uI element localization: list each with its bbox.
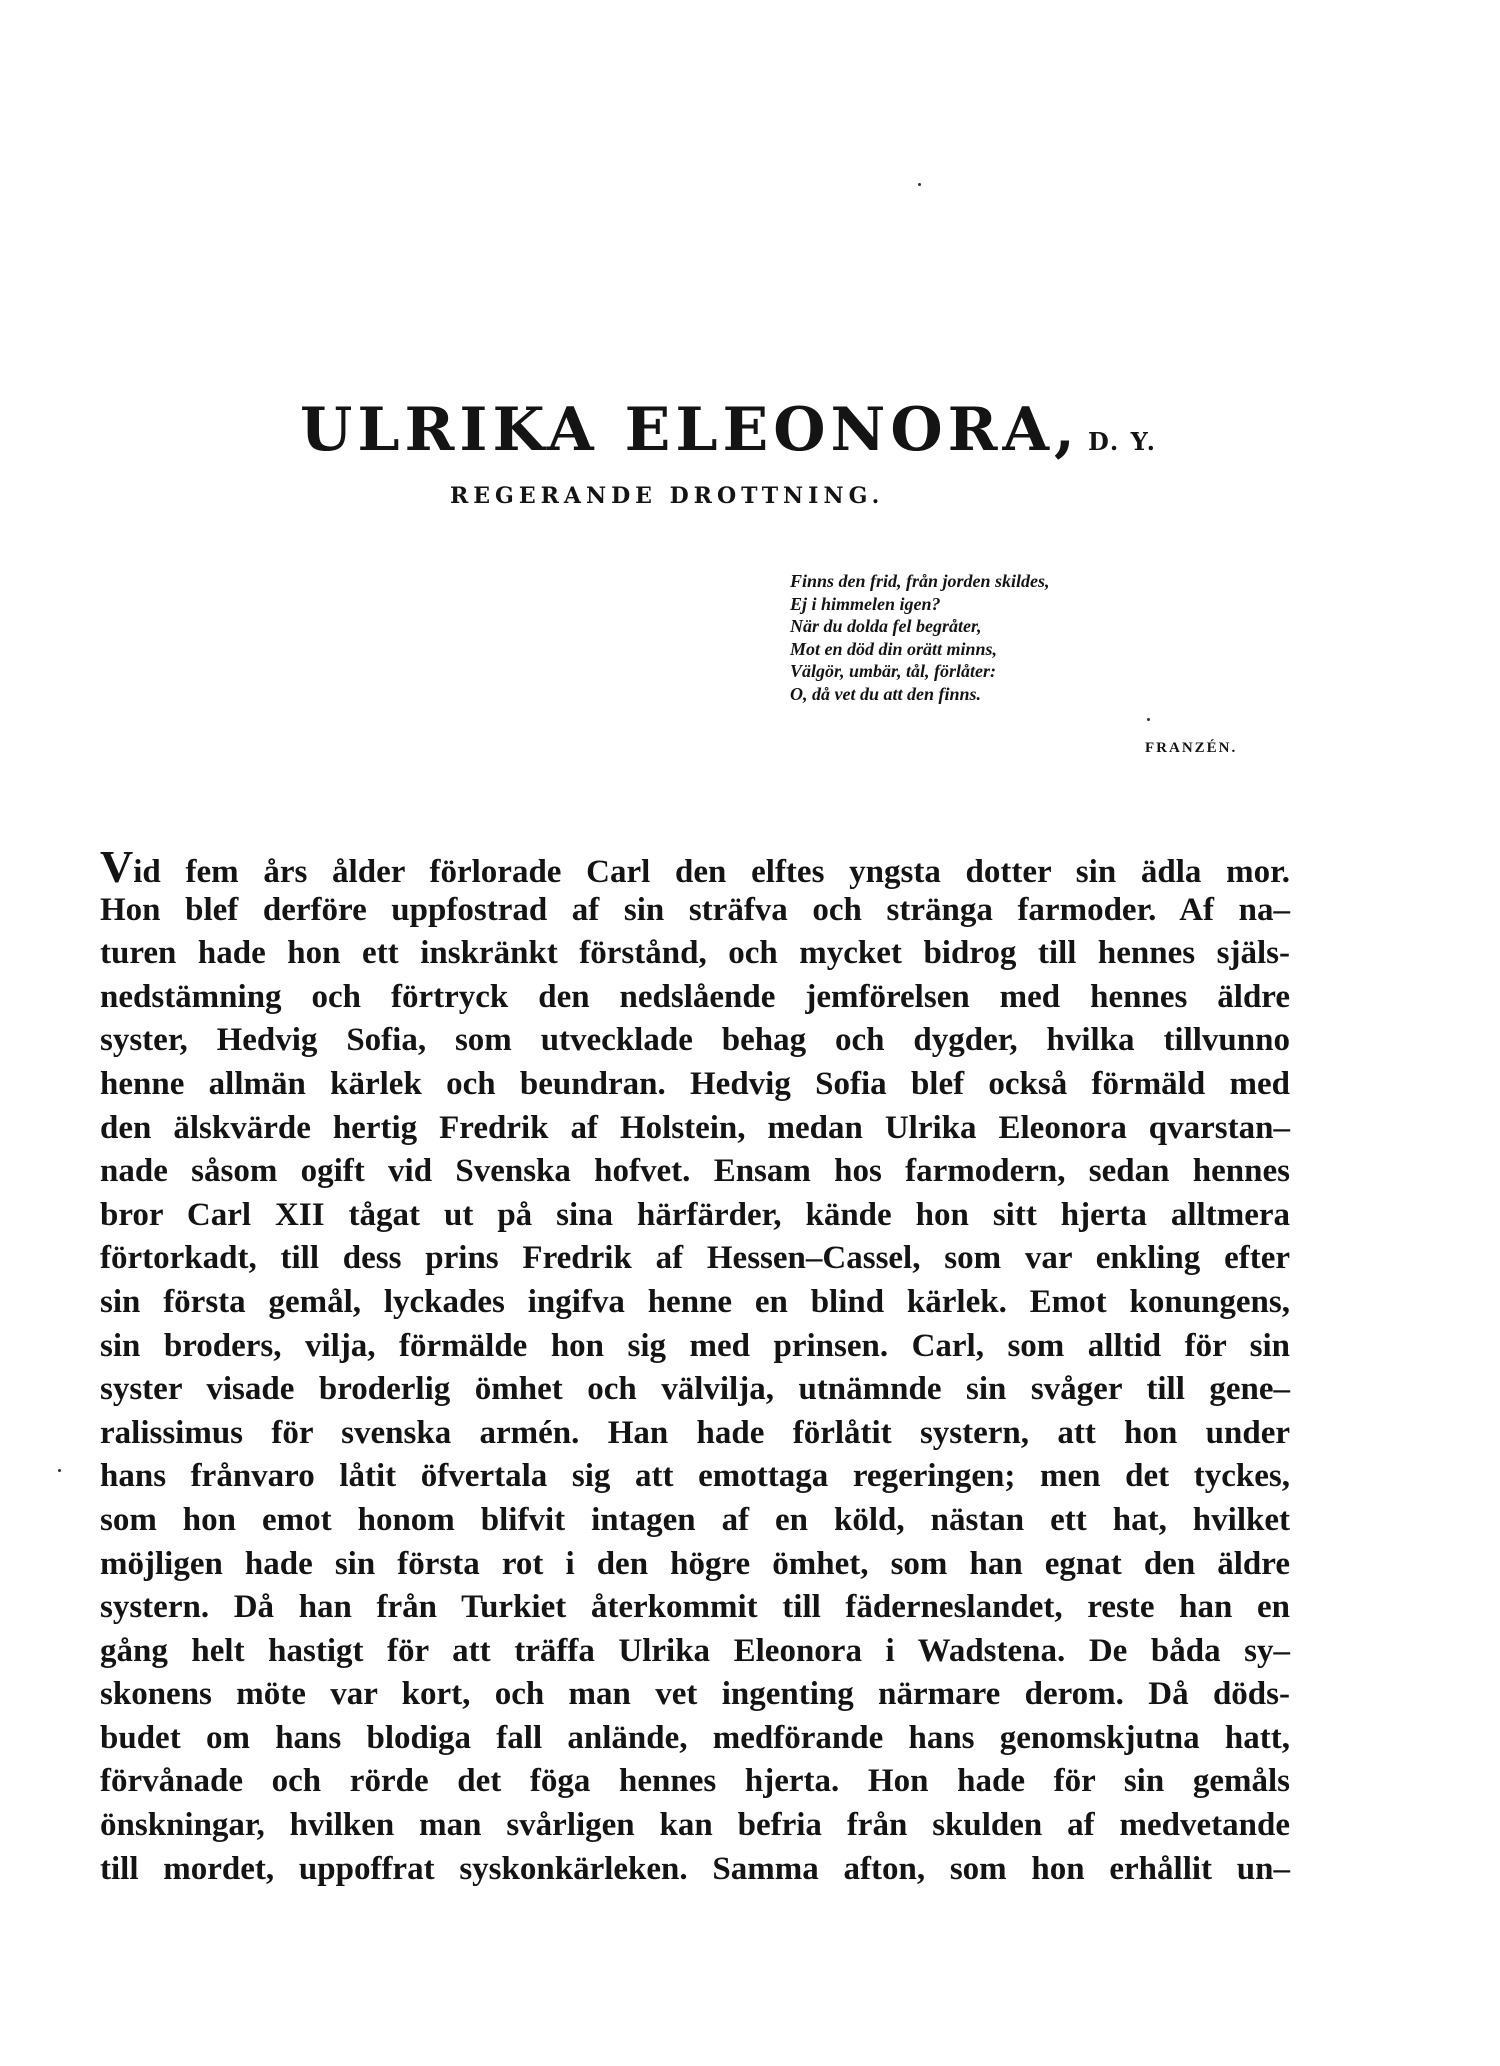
epigraph-author: FRANZÉN.	[1145, 740, 1238, 756]
epigraph-line: Välgör, umbär, tål, förlåter:	[790, 661, 997, 681]
body-line: som hon emot honom blifvit intagen af en köld, nästan ett hat, hvilket	[100, 1501, 1290, 1538]
body-line: henne allmän kärlek och beundran. Hedvig Sofia blef också förmäld med	[100, 1065, 1290, 1102]
body-line: syster, Hedvig Sofia, som utvecklade behag och dygder, hvilka tillvunno	[100, 1022, 1290, 1059]
epigraph-line: O, då vet du att den finns.	[790, 683, 982, 704]
page-subtitle: REGERANDE DROTTNING.	[450, 483, 885, 509]
body-line: nedstämning och förtryck den nedslående jemförelsen med hennes äldre	[100, 978, 1290, 1015]
body-line: Hon blef derföre uppfostrad af sin sträfva och stränga farmoder. Af na–	[100, 891, 1290, 928]
title-suffix: D. Y.	[1087, 427, 1157, 456]
body-line: nade såsom ogift vid Svenska hofvet. Ensam hos farmodern, sedan hennes	[100, 1153, 1290, 1190]
body-line: önskningar, hvilken man svårligen kan befria från skulden af medvetande	[100, 1807, 1290, 1844]
body-line: möjligen hade sin första rot i den högre ömhet, som han egnat den äldre	[100, 1545, 1290, 1582]
epigraph-line: Finns den frid, från jorden skildes,	[790, 571, 1050, 591]
body-line: förtorkadt, till dess prins Fredrik af Hessen–Cassel, som var enkling efter	[100, 1240, 1290, 1277]
epigraph-line: Ej i himmelen igen?	[790, 593, 941, 614]
title-text: ULRIKA ELEONORA,	[300, 395, 1080, 465]
body-line	[100, 841, 1290, 892]
body-paragraph	[100, 841, 1290, 1891]
body-line: skonens möte var kort, och man vet ingenting närmare derom. Då döds-	[100, 1676, 1290, 1713]
body-line: turen hade hon ett inskränkt förstånd, och mycket bidrog till hennes själs-	[100, 935, 1290, 972]
epigraph-line: Mot en död din orätt minns,	[790, 638, 998, 659]
ink-speck	[58, 1469, 61, 1472]
ink-speck	[1147, 718, 1150, 721]
body-line: budet om hans blodiga fall anlände, medförande hans genomskjutna hatt,	[100, 1719, 1290, 1756]
body-line: gång helt hastigt för att träffa Ulrika Eleonora i Wadstena. De båda sy–	[100, 1632, 1290, 1669]
body-line: till mordet, uppoffrat syskonkärleken. Samma afton, som hon erhållit un–	[100, 1850, 1290, 1887]
body-line: förvånade och rörde det föga hennes hjerta. Hon hade för sin gemåls	[100, 1763, 1290, 1800]
body-line: den älskvärde hertig Fredrik af Holstein, medan Ulrika Eleonora qvarstan–	[100, 1109, 1290, 1146]
body-line: ralissimus för svenska armén. Han hade förlåtit systern, att hon under	[100, 1414, 1290, 1451]
body-line: sin första gemål, lyckades ingifva henne en blind kärlek. Emot konungens,	[100, 1283, 1290, 1320]
body-line: syster visade broderlig ömhet och välvilja, utnämnde sin svåger till gene–	[100, 1371, 1290, 1408]
ink-speck	[918, 183, 921, 186]
drop-cap: V	[100, 841, 134, 892]
page-title	[300, 395, 1200, 465]
body-line: bror Carl XII tågat ut på sina härfärder, kände hon sitt hjerta alltmera	[100, 1196, 1290, 1233]
body-line: hans frånvaro låtit öfvertala sig att emottaga regeringen; men det tyckes,	[100, 1458, 1290, 1495]
body-line: systern. Då han från Turkiet återkommit till fäderneslandet, reste han en	[100, 1589, 1290, 1626]
epigraph	[790, 570, 1270, 705]
body-line-text: id fem års ålder förlorade Carl den elftes yngsta dotter sin ädla mor.	[133, 854, 1290, 890]
epigraph-line: När du dolda fel begråter,	[790, 616, 982, 636]
body-line: sin broders, vilja, förmälde hon sig med prinsen. Carl, som alltid för sin	[100, 1327, 1290, 1364]
